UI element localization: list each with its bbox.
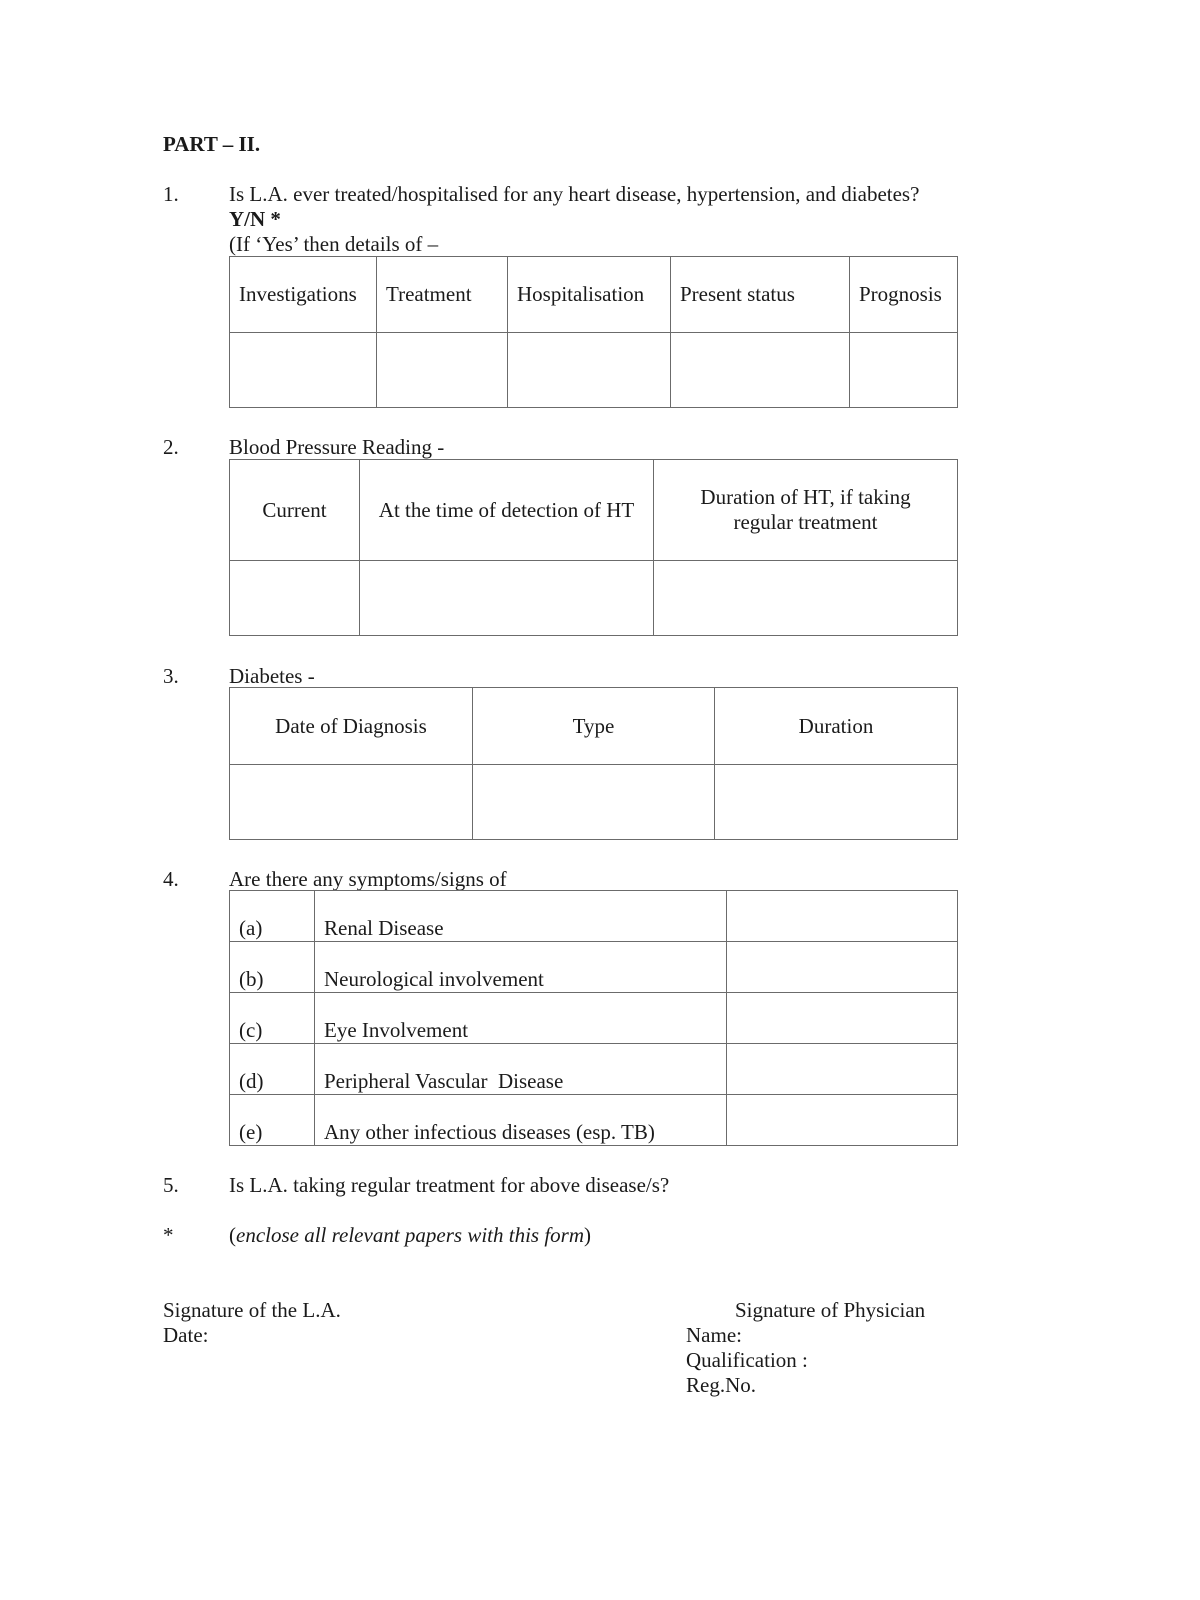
date-label: Date:	[163, 1323, 209, 1347]
date-of-diagnosis-cell[interactable]	[230, 765, 473, 840]
symptom-text: Neurological involvement	[315, 942, 727, 993]
regno-label: Reg.No.	[686, 1373, 756, 1397]
q1-number: 1.	[163, 182, 179, 206]
investigations-cell[interactable]	[230, 333, 377, 408]
symptom-text: Renal Disease	[315, 891, 727, 942]
la-signature-label: Signature of the L.A.	[163, 1298, 341, 1322]
symptom-key: (a)	[230, 891, 315, 942]
col-hospitalisation: Hospitalisation	[508, 257, 671, 333]
note: (enclose all relevant papers with this form)	[229, 1223, 592, 1247]
col-type: Type	[473, 688, 715, 765]
symptom-key: (b)	[230, 942, 315, 993]
q3-label: Diabetes -	[229, 664, 315, 688]
symptom-key: (d)	[230, 1044, 315, 1095]
symptoms-table	[229, 890, 958, 1146]
prognosis-cell[interactable]	[850, 333, 958, 408]
q1-details-table	[229, 256, 958, 408]
note-marker: *	[163, 1223, 174, 1247]
symptom-answer-cell[interactable]	[727, 942, 958, 993]
bp-header-row	[230, 460, 958, 561]
symptom-row	[230, 1095, 958, 1146]
q1-yn: Y/N *	[229, 207, 281, 231]
q1-header-row	[230, 257, 958, 333]
col-present-status: Present status	[671, 257, 850, 333]
q1-details-intro: (If ‘Yes’ then details of –	[229, 232, 439, 256]
diabetes-table	[229, 687, 958, 840]
col-current: Current	[230, 460, 360, 561]
symptom-row	[230, 891, 958, 942]
q5-number: 5.	[163, 1173, 179, 1197]
q2-number: 2.	[163, 435, 179, 459]
type-cell[interactable]	[473, 765, 715, 840]
current-bp-cell[interactable]	[230, 561, 360, 636]
symptom-row	[230, 942, 958, 993]
name-label: Name:	[686, 1323, 742, 1347]
detection-bp-cell[interactable]	[360, 561, 654, 636]
symptom-answer-cell[interactable]	[727, 1044, 958, 1095]
symptom-row	[230, 993, 958, 1044]
symptom-text: Any other infectious diseases (esp. TB)	[315, 1095, 727, 1146]
diabetes-entry-row	[230, 765, 958, 840]
col-duration-ht: Duration of HT, if taking regular treatment	[700, 484, 911, 534]
col-treatment: Treatment	[377, 257, 508, 333]
physician-signature-label: Signature of Physician	[735, 1298, 926, 1322]
symptom-answer-cell[interactable]	[727, 891, 958, 942]
symptom-text: Eye Involvement	[315, 993, 727, 1044]
diabetes-header-row	[230, 688, 958, 765]
symptom-answer-cell[interactable]	[727, 993, 958, 1044]
col-investigations: Investigations	[230, 257, 377, 333]
col-prognosis: Prognosis	[850, 257, 958, 333]
q2-label: Blood Pressure Reading -	[229, 435, 445, 459]
q4-number: 4.	[163, 867, 179, 891]
q1-entry-row	[230, 333, 958, 408]
q3-number: 3.	[163, 664, 179, 688]
q4-label: Are there any symptoms/signs of	[229, 867, 507, 891]
symptom-answer-cell[interactable]	[727, 1095, 958, 1146]
symptom-row	[230, 1044, 958, 1095]
note-text: enclose all relevant papers with this form	[236, 1223, 585, 1247]
duration-cell[interactable]	[715, 765, 958, 840]
q1-question: Is L.A. ever treated/hospitalised for any heart disease, hypertension, and diabetes?	[229, 182, 920, 206]
col-date-of-diagnosis: Date of Diagnosis	[230, 688, 473, 765]
qualification-label: Qualification :	[686, 1348, 808, 1372]
bp-table	[229, 459, 958, 636]
symptom-text: Peripheral Vascular Disease	[315, 1044, 727, 1095]
q5-question: Is L.A. taking regular treatment for above disease/s?	[229, 1173, 670, 1197]
symptom-key: (c)	[230, 993, 315, 1044]
hospitalisation-cell[interactable]	[508, 333, 671, 408]
duration-ht-cell[interactable]	[654, 561, 958, 636]
part-heading: PART – II.	[163, 132, 261, 156]
col-duration: Duration	[715, 688, 958, 765]
present-status-cell[interactable]	[671, 333, 850, 408]
bp-entry-row	[230, 561, 958, 636]
treatment-cell[interactable]	[377, 333, 508, 408]
col-detection: At the time of detection of HT	[360, 460, 654, 561]
symptom-key: (e)	[230, 1095, 315, 1146]
